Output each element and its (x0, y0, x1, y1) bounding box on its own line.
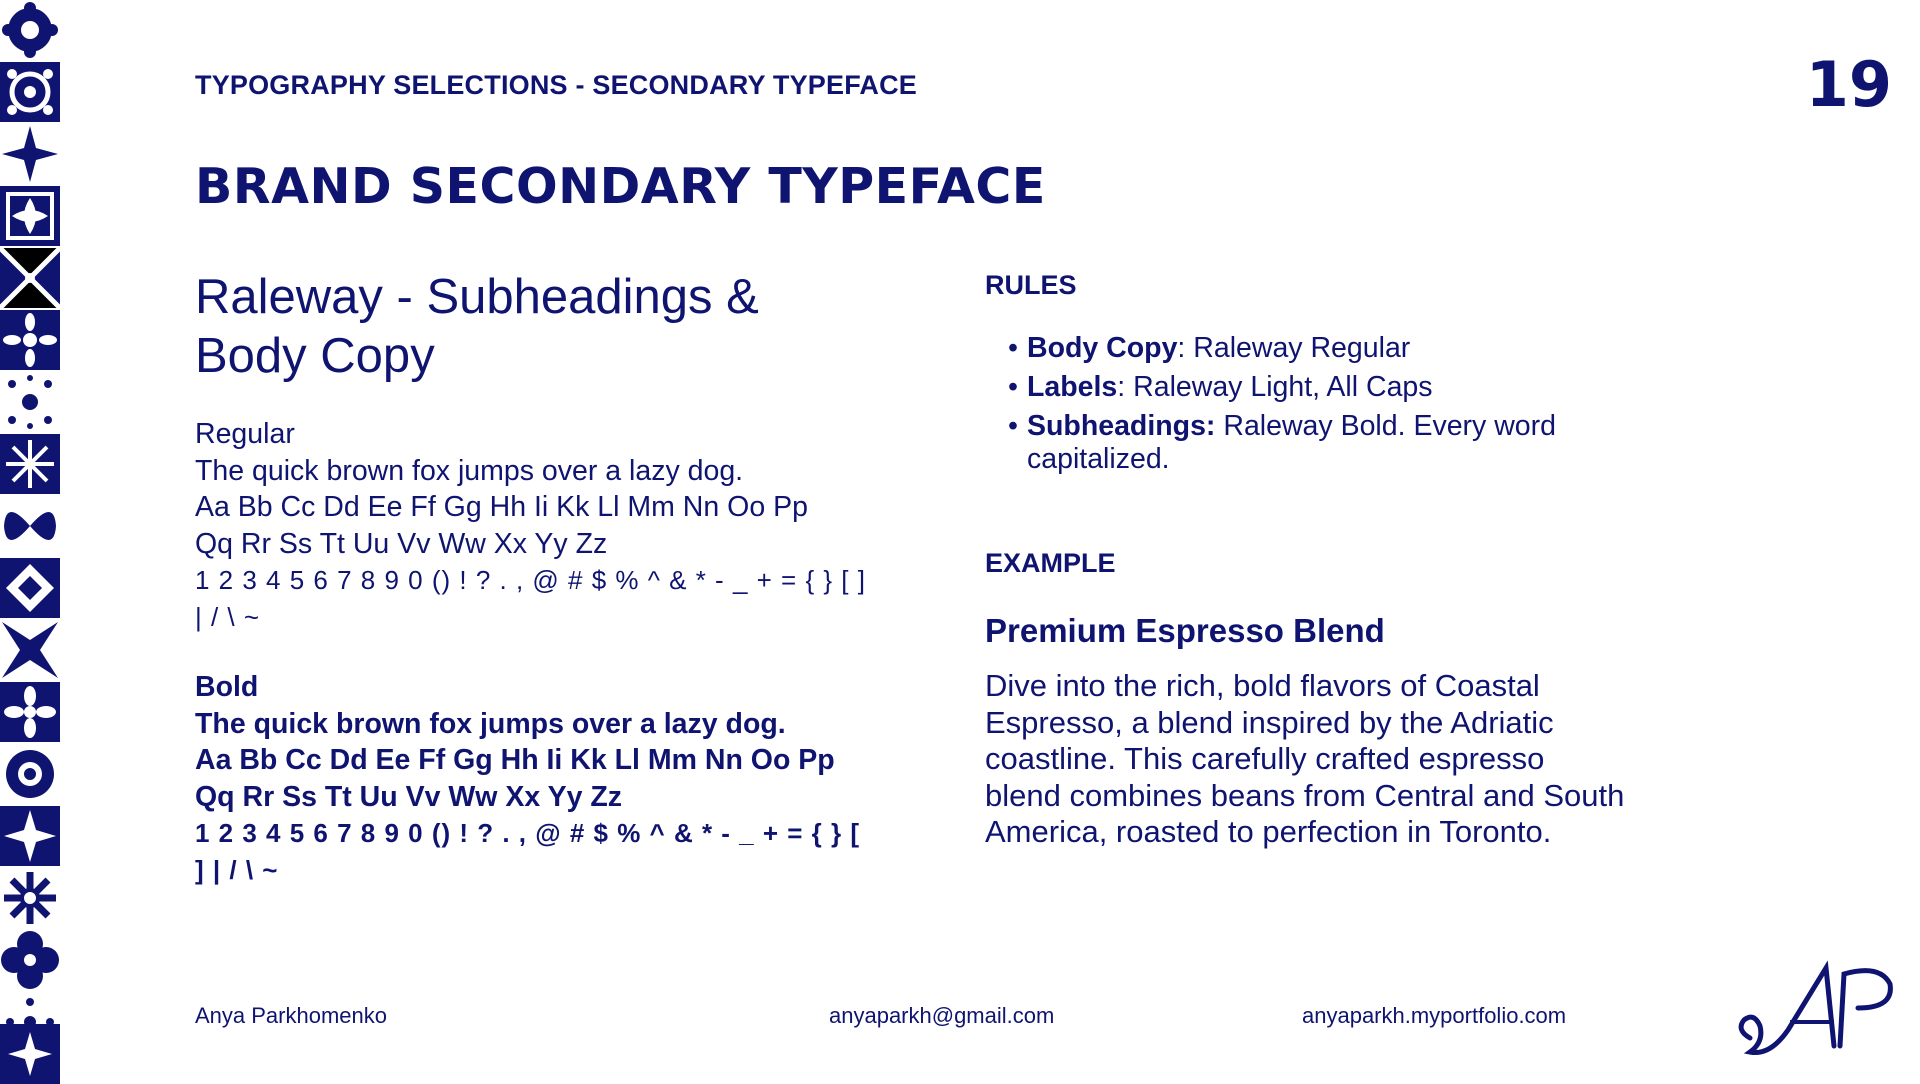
regular-chars-line2: | / \ ~ (195, 601, 261, 632)
cross-leaf-tile-icon (0, 248, 60, 308)
regular-alphabet-line2: Qq Rr Ss Tt Uu Vv Ww Xx Yy Zz (195, 527, 608, 560)
rule-item-term: Body Copy (1027, 332, 1178, 364)
bold-chars-line2: ] | / \ ~ (195, 854, 279, 885)
bullet: • (1008, 371, 1018, 403)
rules-label: RULES (985, 270, 1077, 300)
rule-item (1000, 410, 1600, 476)
rule-item (1000, 371, 1600, 404)
footer-website-link[interactable]: anyaparkh.myportfolio.com (1302, 1003, 1567, 1028)
bold-specimen (195, 669, 875, 888)
rules-list (1000, 332, 1600, 482)
regular-pangram: The quick brown fox jumps over a lazy dog. (195, 454, 744, 487)
page-title: BRAND SECONDARY TYPEFACE (195, 158, 1046, 215)
x-star-tile-icon (0, 620, 60, 680)
regular-chars-line1: 1 2 3 4 5 6 7 8 9 0 () ! ? . , @ # $ % ^ & * - _ + = { } [ ] (195, 565, 866, 595)
rule-item-detail: : Raleway Regular (1177, 332, 1411, 364)
regular-alphabet-line1: Aa Bb Cc Dd Ee Ff Gg Hh Ii Kk Ll Mm Nn Oo Pp (195, 491, 808, 523)
square-flower-tile-icon (0, 186, 60, 246)
page-number: 19 (1805, 48, 1892, 121)
star-tile-icon (0, 124, 60, 184)
rule-item-term: Labels (1027, 371, 1118, 403)
snowflake-tile-icon (0, 434, 60, 494)
bold-chars-line1: 1 2 3 4 5 6 7 8 9 0 () ! ? . , @ # $ % ^ & * - _ + = { } [ (195, 818, 861, 848)
bold-alphabet-line1: Aa Bb Cc Dd Ee Ff Gg Hh Ii Kk Ll Mm Nn Oo Pp (195, 744, 835, 776)
bold-label: Bold (195, 671, 259, 703)
rule-item (1000, 332, 1600, 365)
bold-alphabet-line2: Qq Rr Ss Tt Uu Vv Ww Xx Yy Zz (195, 780, 623, 813)
footer-email-link[interactable]: anyaparkh@gmail.com (829, 1003, 1055, 1028)
typeface-name-line2: Body Copy (195, 329, 435, 383)
quatrefoil-tile-icon (0, 930, 60, 990)
bold-pangram: The quick brown fox jumps over a lazy dog. (195, 707, 786, 740)
bullet: • (1008, 332, 1018, 364)
typeface-name-line1: Raleway - Subheadings & (195, 270, 759, 324)
ornament-tile-icon (0, 62, 60, 122)
flower-tile-icon (0, 0, 60, 60)
petal-tile-icon (0, 682, 60, 742)
example-body: Dive into the rich, bold flavors of Coastal Espresso, a blend inspired by the Adriatic coastline. This carefully crafted espresso blend combines beans from Central and South America, roasted to perfection in Toronto. (985, 668, 1625, 849)
example-heading: Premium Espresso Blend (985, 612, 1385, 649)
section-label: TYPOGRAPHY SELECTIONS - SECONDARY TYPEFACE (195, 70, 918, 100)
decorative-tile-strip (0, 0, 60, 1080)
rule-item-detail: : Raleway Light, All Caps (1117, 371, 1433, 403)
footer-name: Anya Parkhomenko (195, 1003, 387, 1028)
butterfly-tile-icon (0, 496, 60, 556)
regular-specimen (195, 416, 875, 635)
rule-item-term: Subheadings: (1027, 410, 1216, 442)
radial-flower-tile-icon (0, 868, 60, 928)
bottom-star-tile-icon (0, 1024, 60, 1084)
ap-monogram-logo (1730, 960, 1900, 1060)
bullet: • (1008, 410, 1018, 442)
regular-label: Regular (195, 418, 295, 450)
four-point-tile-icon (0, 806, 60, 866)
sun-tile-icon (0, 744, 60, 804)
dots-tile-icon (0, 372, 60, 432)
example-label: EXAMPLE (985, 548, 1116, 578)
daisy-tile-icon (0, 310, 60, 370)
rule-item-detail: Raleway Bold. Every word capitalized. (1027, 410, 1556, 475)
typeface-name (195, 268, 835, 386)
diamond-tile-icon (0, 558, 60, 618)
